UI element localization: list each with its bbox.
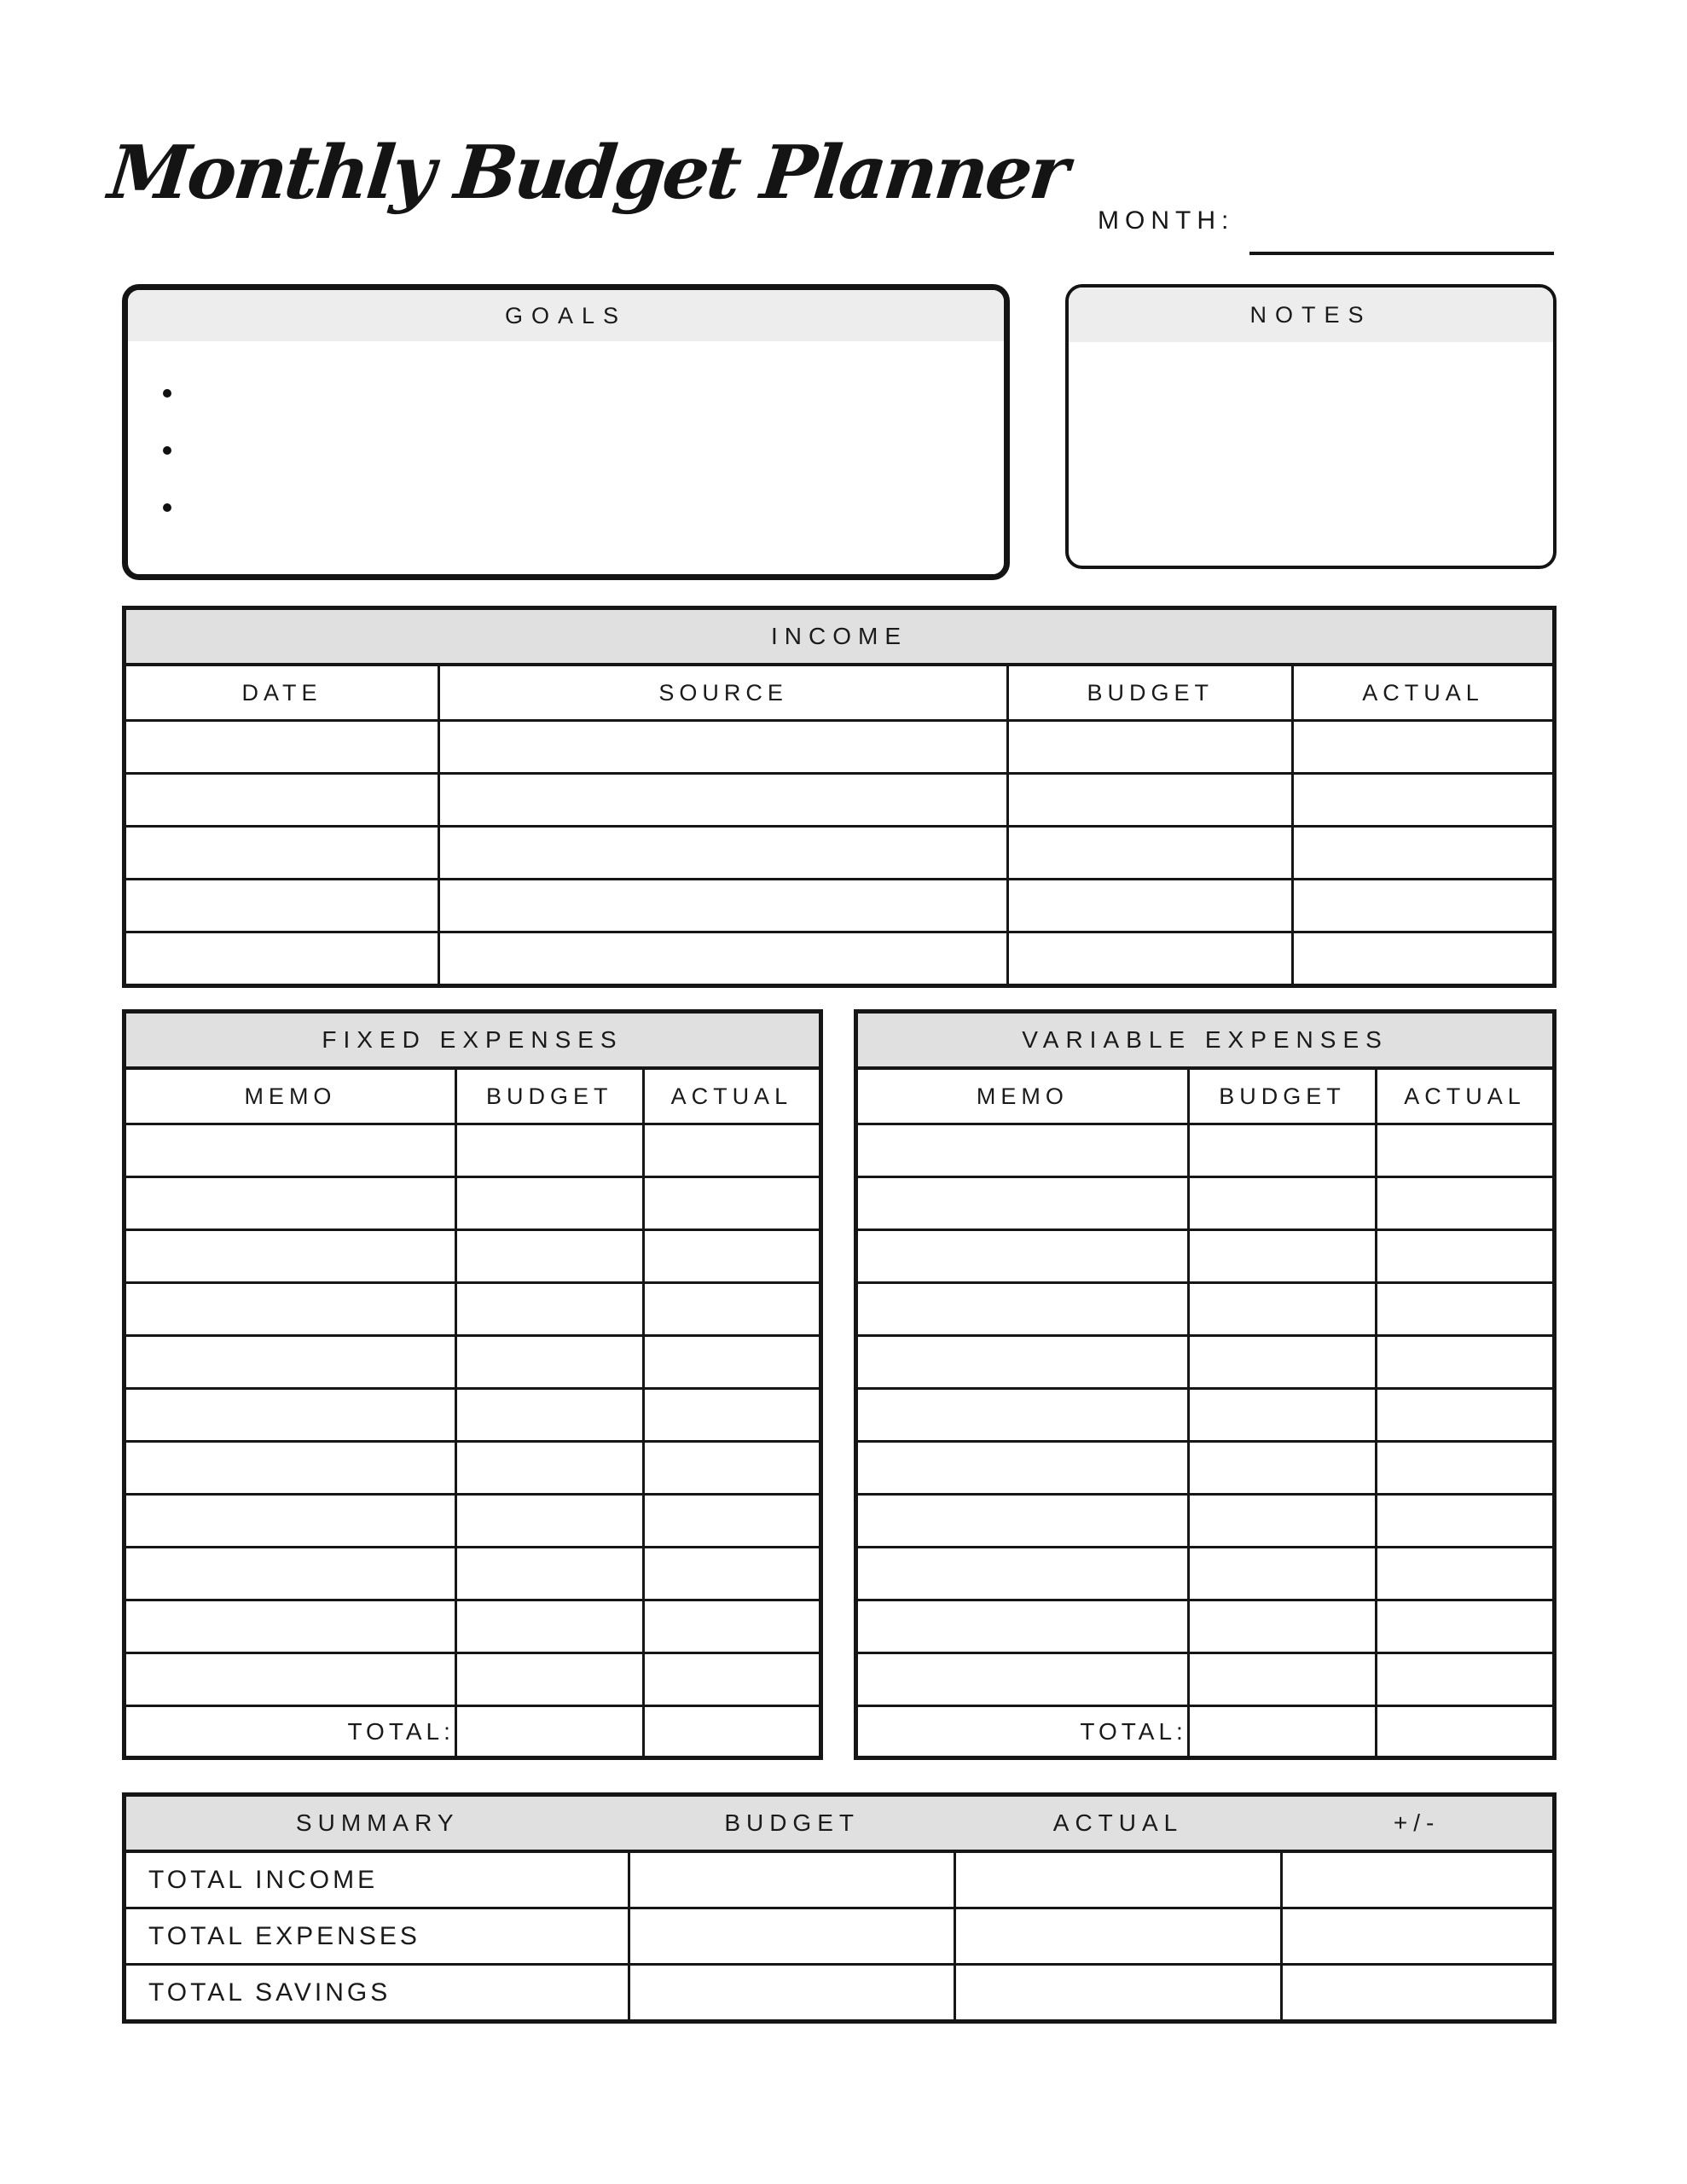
notes-body[interactable]: [1069, 342, 1553, 566]
goal-bullet-list: [163, 389, 171, 512]
total-savings-plusminus-cell[interactable]: [1281, 1965, 1554, 2022]
empty-cell[interactable]: [1188, 1653, 1376, 1706]
empty-cell[interactable]: [1188, 1495, 1376, 1548]
summary-col-budget: BUDGET: [629, 1795, 954, 1852]
table-row: [125, 1230, 821, 1283]
table-row: [125, 1124, 821, 1177]
table-row: [856, 1336, 1555, 1389]
income-column-headers: [125, 665, 1555, 721]
income-title: INCOME: [125, 608, 1555, 665]
fixed-expenses-total-row: [125, 1706, 821, 1758]
table-row: [856, 1124, 1555, 1177]
total-expenses-label: TOTAL EXPENSES: [125, 1908, 629, 1965]
summary-row-total-expenses: [125, 1908, 1555, 1965]
empty-cell[interactable]: [455, 1653, 643, 1706]
empty-cell[interactable]: [1377, 1389, 1555, 1442]
variable-expenses-title-band: [856, 1012, 1555, 1069]
variable-total-budget-cell[interactable]: [1188, 1706, 1376, 1758]
empty-cell[interactable]: [455, 1548, 643, 1600]
empty-cell[interactable]: [1377, 1124, 1555, 1177]
empty-cell[interactable]: [643, 1548, 820, 1600]
empty-cell[interactable]: [455, 1495, 643, 1548]
empty-cell[interactable]: [125, 1548, 456, 1600]
empty-cell[interactable]: [438, 721, 1007, 774]
income-col-source: SOURCE: [438, 665, 1007, 721]
empty-cell[interactable]: [643, 1230, 820, 1283]
empty-cell[interactable]: [1188, 1124, 1376, 1177]
empty-cell[interactable]: [125, 932, 439, 986]
summary-table: [122, 1792, 1557, 2024]
income-col-date: DATE: [125, 665, 439, 721]
empty-cell[interactable]: [643, 1124, 820, 1177]
empty-cell[interactable]: [856, 1600, 1189, 1653]
table-row: [125, 1177, 821, 1230]
empty-cell[interactable]: [1188, 1177, 1376, 1230]
month-fill-line[interactable]: [1249, 252, 1554, 255]
summary-col-plusminus: +/-: [1281, 1795, 1554, 1852]
empty-cell[interactable]: [1188, 1442, 1376, 1495]
empty-cell[interactable]: [455, 1230, 643, 1283]
empty-cell[interactable]: [125, 1495, 456, 1548]
variable-col-budget: BUDGET: [1188, 1068, 1376, 1124]
income-table: [122, 606, 1557, 988]
empty-cell[interactable]: [856, 1442, 1189, 1495]
empty-cell[interactable]: [1188, 1283, 1376, 1336]
empty-cell[interactable]: [125, 1336, 456, 1389]
fixed-expenses-title: FIXED EXPENSES: [125, 1012, 821, 1069]
table-row: [125, 827, 1555, 880]
fixed-expenses-table: [122, 1009, 823, 1760]
empty-cell[interactable]: [455, 1124, 643, 1177]
fixed-total-actual-cell[interactable]: [643, 1706, 820, 1758]
variable-expenses-total-row: [856, 1706, 1555, 1758]
summary-col-summary: SUMMARY: [125, 1795, 629, 1852]
goals-body[interactable]: [128, 341, 1004, 571]
empty-cell[interactable]: [1377, 1336, 1555, 1389]
total-savings-budget-cell[interactable]: [629, 1965, 954, 2022]
empty-cell[interactable]: [455, 1336, 643, 1389]
empty-cell[interactable]: [125, 721, 439, 774]
empty-cell[interactable]: [643, 1495, 820, 1548]
table-row: [856, 1653, 1555, 1706]
month-label: MONTH:: [1098, 206, 1235, 235]
income-title-band: [125, 608, 1555, 665]
empty-cell[interactable]: [125, 1389, 456, 1442]
empty-cell[interactable]: [1188, 1389, 1376, 1442]
empty-cell[interactable]: [455, 1177, 643, 1230]
variable-expenses-column-headers: [856, 1068, 1555, 1124]
variable-total-actual-cell[interactable]: [1377, 1706, 1555, 1758]
empty-cell[interactable]: [125, 1124, 456, 1177]
total-expenses-budget-cell[interactable]: [629, 1908, 954, 1965]
empty-cell[interactable]: [455, 1442, 643, 1495]
empty-cell[interactable]: [856, 1283, 1189, 1336]
total-savings-actual-cell[interactable]: [955, 1965, 1281, 2022]
empty-cell[interactable]: [125, 1600, 456, 1653]
empty-cell[interactable]: [125, 1230, 456, 1283]
fixed-total-budget-cell[interactable]: [455, 1706, 643, 1758]
empty-cell[interactable]: [856, 1124, 1189, 1177]
goals-panel: [122, 284, 1010, 580]
empty-cell[interactable]: [455, 1600, 643, 1653]
empty-cell[interactable]: [1008, 932, 1293, 986]
goal-bullet-icon: [163, 446, 171, 455]
table-row: [125, 1336, 821, 1389]
variable-col-actual: ACTUAL: [1377, 1068, 1555, 1124]
notes-panel: [1065, 284, 1557, 569]
empty-cell[interactable]: [643, 1442, 820, 1495]
table-row: [856, 1283, 1555, 1336]
empty-cell[interactable]: [1188, 1548, 1376, 1600]
goal-bullet-icon: [163, 389, 171, 398]
empty-cell[interactable]: [125, 1177, 456, 1230]
empty-cell[interactable]: [1377, 1442, 1555, 1495]
goal-bullet-icon: [163, 503, 171, 512]
empty-cell[interactable]: [455, 1389, 643, 1442]
empty-cell[interactable]: [1293, 721, 1555, 774]
empty-cell[interactable]: [125, 827, 439, 880]
table-row: [125, 880, 1555, 932]
table-row: [125, 932, 1555, 986]
notes-header: NOTES: [1069, 288, 1553, 342]
fixed-expenses-title-band: [125, 1012, 821, 1069]
empty-cell[interactable]: [1377, 1177, 1555, 1230]
table-row: [856, 1495, 1555, 1548]
table-row: [125, 774, 1555, 827]
empty-cell[interactable]: [438, 827, 1007, 880]
empty-cell[interactable]: [1377, 1653, 1555, 1706]
table-row: [856, 1600, 1555, 1653]
summary-row-total-income: [125, 1851, 1555, 1908]
summary-header-band: [125, 1795, 1555, 1852]
empty-cell[interactable]: [1008, 827, 1293, 880]
empty-cell[interactable]: [1008, 774, 1293, 827]
empty-cell[interactable]: [1377, 1230, 1555, 1283]
table-row: [856, 1548, 1555, 1600]
empty-cell[interactable]: [438, 880, 1007, 932]
empty-cell[interactable]: [1188, 1600, 1376, 1653]
empty-cell[interactable]: [856, 1548, 1189, 1600]
table-row: [856, 1177, 1555, 1230]
empty-cell[interactable]: [125, 1442, 456, 1495]
summary-row-total-savings: [125, 1965, 1555, 2022]
empty-cell[interactable]: [125, 774, 439, 827]
variable-expenses-table: [854, 1009, 1557, 1760]
empty-cell[interactable]: [1377, 1495, 1555, 1548]
table-row: [125, 1548, 821, 1600]
empty-cell[interactable]: [1377, 1283, 1555, 1336]
table-row: [125, 1600, 821, 1653]
total-income-budget-cell[interactable]: [629, 1851, 954, 1908]
empty-cell[interactable]: [1008, 880, 1293, 932]
total-expenses-actual-cell[interactable]: [955, 1908, 1281, 1965]
empty-cell[interactable]: [438, 774, 1007, 827]
fixed-total-label: TOTAL:: [125, 1706, 456, 1758]
table-row: [125, 1495, 821, 1548]
fixed-col-budget: BUDGET: [455, 1068, 643, 1124]
empty-cell[interactable]: [455, 1283, 643, 1336]
empty-cell[interactable]: [643, 1177, 820, 1230]
empty-cell[interactable]: [438, 932, 1007, 986]
goals-header: GOALS: [128, 290, 1004, 341]
empty-cell[interactable]: [643, 1389, 820, 1442]
table-row: [125, 1389, 821, 1442]
table-row: [125, 1442, 821, 1495]
empty-cell[interactable]: [125, 880, 439, 932]
total-income-plusminus-cell[interactable]: [1281, 1851, 1554, 1908]
table-row: [856, 1389, 1555, 1442]
empty-cell[interactable]: [856, 1389, 1189, 1442]
empty-cell[interactable]: [1377, 1548, 1555, 1600]
variable-total-label: TOTAL:: [856, 1706, 1189, 1758]
empty-cell[interactable]: [1188, 1336, 1376, 1389]
table-row: [856, 1442, 1555, 1495]
empty-cell[interactable]: [856, 1230, 1189, 1283]
empty-cell[interactable]: [1377, 1600, 1555, 1653]
variable-col-memo: MEMO: [856, 1068, 1189, 1124]
empty-cell[interactable]: [125, 1283, 456, 1336]
empty-cell[interactable]: [856, 1495, 1189, 1548]
empty-cell[interactable]: [1293, 774, 1555, 827]
empty-cell[interactable]: [1293, 932, 1555, 986]
total-expenses-plusminus-cell[interactable]: [1281, 1908, 1554, 1965]
empty-cell[interactable]: [643, 1600, 820, 1653]
total-income-actual-cell[interactable]: [955, 1851, 1281, 1908]
empty-cell[interactable]: [856, 1653, 1189, 1706]
empty-cell[interactable]: [1293, 880, 1555, 932]
empty-cell[interactable]: [856, 1177, 1189, 1230]
income-col-actual: ACTUAL: [1293, 665, 1555, 721]
empty-cell[interactable]: [643, 1336, 820, 1389]
summary-col-actual: ACTUAL: [955, 1795, 1281, 1852]
fixed-col-memo: MEMO: [125, 1068, 456, 1124]
empty-cell[interactable]: [1293, 827, 1555, 880]
total-income-label: TOTAL INCOME: [125, 1851, 629, 1908]
empty-cell[interactable]: [1188, 1230, 1376, 1283]
empty-cell[interactable]: [1008, 721, 1293, 774]
fixed-expenses-column-headers: [125, 1068, 821, 1124]
fixed-col-actual: ACTUAL: [643, 1068, 820, 1124]
empty-cell[interactable]: [125, 1653, 456, 1706]
income-col-budget: BUDGET: [1008, 665, 1293, 721]
empty-cell[interactable]: [856, 1336, 1189, 1389]
variable-expenses-title: VARIABLE EXPENSES: [856, 1012, 1555, 1069]
table-row: [125, 1653, 821, 1706]
table-row: [125, 721, 1555, 774]
empty-cell[interactable]: [643, 1283, 820, 1336]
page-title: Monthly Budget Planner: [104, 130, 1071, 216]
total-savings-label: TOTAL SAVINGS: [125, 1965, 629, 2022]
table-row: [125, 1283, 821, 1336]
empty-cell[interactable]: [643, 1653, 820, 1706]
table-row: [856, 1230, 1555, 1283]
